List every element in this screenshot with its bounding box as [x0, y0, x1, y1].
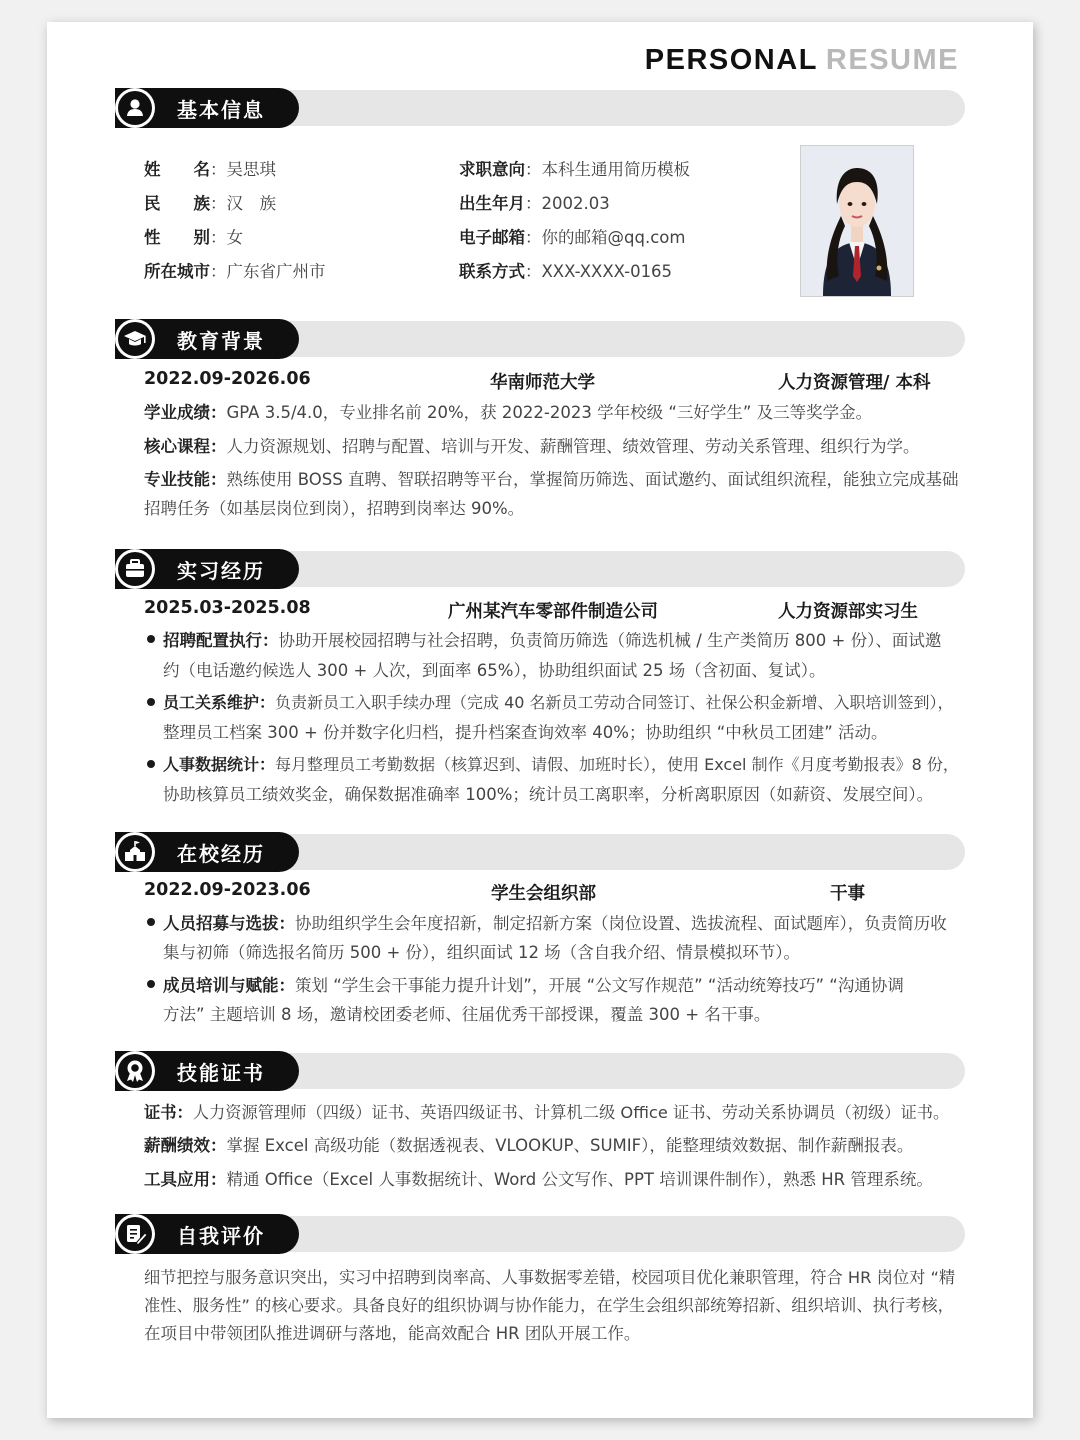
education-line-gpa: [144, 399, 872, 423]
info-email: [459, 224, 685, 248]
bullet-dot: [147, 918, 155, 926]
edit-document-icon: [115, 1214, 155, 1254]
info-label: 求职意向: [459, 160, 525, 179]
line-label: 证书：: [144, 1103, 193, 1122]
campus-bullet-training: [163, 972, 904, 996]
info-sep: ：: [210, 228, 227, 247]
school-building-icon: [115, 832, 155, 872]
info-label: 所在城市: [144, 262, 210, 281]
resume-brand-title: [645, 44, 959, 77]
education-line-skills-cont: 招聘任务（如基层岗位到岗），招聘到岗率达 90%。: [144, 499, 525, 518]
internship-bullet-data: [163, 752, 959, 775]
line-label: 核心课程：: [144, 437, 227, 456]
line-text: 人力资源管理师（四级）证书、英语四级证书、计算机二级 Office 证书、劳动关系协调员（初级）证书。: [192, 1103, 950, 1122]
section-title: 自我评价: [177, 1224, 265, 1248]
education-line-courses: [144, 433, 920, 457]
profile-photo: [800, 145, 914, 297]
line-label: 专业技能：: [144, 470, 227, 489]
info-sep: ：: [210, 160, 227, 179]
line-text: 人力资源规划、招聘与配置、培训与开发、薪酬管理、绩效管理、劳动关系管理、组织行为学。: [226, 437, 920, 456]
line-text: 负责新员工入职手续办理（完成 40 名新员工劳动合同签订、社保公积金新增、入职培训签到），: [275, 693, 954, 712]
line-text: 协助开展校园招聘与社会招聘，负责简历筛选（筛选机械 / 生产类简历 800 + 份）、面试邀: [278, 631, 942, 650]
section-title: 技能证书: [177, 1061, 265, 1085]
info-value: 你的邮箱@qq.com: [541, 228, 686, 247]
skills-line-payroll: [144, 1132, 913, 1156]
line-label: 员工关系维护：: [163, 693, 276, 712]
info-value: 女: [226, 228, 243, 247]
education-line-skills: [144, 466, 958, 490]
line-text: 掌握 Excel 高级功能（数据透视表、VLOOKUP、SUMIF），能整理绩效数据、制作薪酬报表。: [226, 1136, 914, 1155]
info-city: [144, 258, 326, 282]
section-header-skills: [115, 1051, 965, 1091]
education-school: 华南师范大学: [490, 373, 595, 393]
info-birth: [459, 190, 610, 214]
award-badge-icon: [115, 1051, 155, 1091]
skills-line-certs: [144, 1099, 949, 1123]
internship-bullet-data-cont: 协助核算员工绩效奖金，确保数据准确率 100%；统计员工离职率，分析离职原因（如薪资、发展空间）。: [163, 785, 934, 804]
bullet-dot: [147, 980, 155, 988]
bullet-dot: [147, 635, 155, 643]
section-title: 在校经历: [177, 842, 265, 866]
internship-bullet-recruit-cont: 约（电话邀约候选人 300 + 人次，到面率 65%），协助组织面试 25 场（含初面、复试）。: [163, 661, 826, 680]
info-label: 性 别: [144, 228, 210, 247]
resume-paper: [47, 22, 1033, 1418]
line-text: 精通 Office（Excel 人事数据统计、Word 公文写作、PPT 培训课件制作），熟悉 HR 管理系统。: [226, 1170, 933, 1189]
info-sep: ：: [525, 160, 542, 179]
internship-bullet-recruit: [163, 627, 941, 651]
info-job: [459, 156, 690, 180]
line-text: GPA 3.5/4.0，专业排名前 20%，获 2022-2023 学年校级 “三好学生” 及三等奖学金。: [226, 403, 873, 422]
info-label: 电子邮箱: [459, 228, 525, 247]
info-value: 汉 族: [226, 194, 276, 213]
internship-bullet-relations-cont: 整理员工档案 300 + 份并数字化归档，提升档案查询效率 40%；协助组织 “中秋员工团建” 活动。: [163, 723, 888, 742]
info-label: 联系方式: [459, 262, 525, 281]
section-header-campus: [115, 832, 965, 872]
info-sep: ：: [525, 194, 542, 213]
info-label: 姓 名: [144, 160, 210, 179]
info-sep: ：: [210, 262, 227, 281]
info-value: 广东省广州市: [226, 262, 326, 281]
internship-company: 广州某汽车零部件制造公司: [448, 602, 658, 622]
campus-date: 2022.09-2023.06: [144, 880, 311, 900]
internship-role: 人力资源部实习生: [778, 602, 918, 622]
line-label: 工具应用：: [144, 1170, 227, 1189]
line-label: 人事数据统计：: [163, 755, 276, 774]
education-date: 2022.09-2026.06: [144, 369, 311, 389]
skills-line-tools: [144, 1166, 933, 1190]
line-label: 成员培训与赋能：: [163, 976, 295, 995]
info-ethnic: [144, 190, 276, 214]
section-header-education: [115, 319, 965, 359]
campus-bullet-training-cont: 方法” 主题培训 8 场，邀请校团委老师、往届优秀干部授课，覆盖 300 + 名干事。: [163, 1005, 771, 1024]
campus-bullet-recruit-cont: 集与初筛（筛选报名简历 500 + 份），组织面试 12 场（含自我介绍、情景模拟环节）。: [163, 943, 801, 962]
line-text: 每月整理员工考勤数据（核算迟到、请假、加班时长），使用 Excel 制作《月度考勤报表》8 份，: [275, 755, 959, 774]
education-major: 人力资源管理/ 本科: [778, 373, 931, 393]
self-evaluation-line: 在项目中带领团队推进调研与落地，能高效配合 HR 团队开展工作。: [144, 1324, 641, 1343]
person-icon: [115, 88, 155, 128]
bullet-dot: [147, 760, 155, 768]
section-title: 教育背景: [177, 329, 265, 353]
internship-bullet-relations: [163, 690, 954, 713]
section-title: 基本信息: [177, 98, 265, 122]
internship-date: 2025.03-2025.08: [144, 598, 311, 618]
info-phone: [459, 258, 672, 282]
section-title: 实习经历: [177, 559, 265, 583]
line-label: 招聘配置执行：: [163, 631, 279, 650]
section-header-basic: [115, 88, 965, 128]
info-label: 出生年月: [459, 194, 525, 213]
briefcase-icon: [115, 549, 155, 589]
line-label: 薪酬绩效：: [144, 1136, 227, 1155]
info-value: 吴思琪: [226, 160, 276, 179]
line-label: 人员招募与选拔：: [163, 914, 295, 933]
line-text: 协助组织学生会年度招新，制定招新方案（岗位设置、选拔流程、面试题库），负责简历收: [295, 914, 947, 933]
self-evaluation-line: 准性、服务性” 的核心要求。具备良好的组织协调与协作能力，在学生会组织部统筹招新、组织培训、执行考核，: [144, 1296, 954, 1315]
self-evaluation-line: 细节把控与服务意识突出，实习中招聘到岗率高、人事数据零差错，校园项目优化兼职管理，符合 HR 岗位对 “精: [144, 1268, 956, 1287]
info-sep: ：: [210, 194, 227, 213]
info-sep: ：: [525, 228, 542, 247]
info-value: 2002.03: [541, 194, 610, 213]
brand-word-personal: PERSONAL: [644, 44, 818, 76]
section-header-internship: [115, 549, 965, 589]
info-value: XXX-XXXX-0165: [541, 262, 673, 281]
campus-org: 学生会组织部: [491, 884, 596, 904]
campus-bullet-recruit: [163, 910, 947, 934]
brand-word-resume: RESUME: [825, 44, 959, 76]
line-text: 策划 “学生会干事能力提升计划”，开展 “公文写作规范” “活动统筹技巧” “沟通协调: [295, 976, 904, 995]
graduation-cap-icon: [115, 319, 155, 359]
section-header-self: [115, 1214, 965, 1254]
info-name: [144, 156, 276, 180]
info-value: 本科生通用简历模板: [541, 160, 690, 179]
campus-role: 干事: [830, 884, 865, 904]
bullet-dot: [147, 698, 155, 706]
info-gender: [144, 224, 243, 248]
line-text: 熟练使用 BOSS 直聘、智联招聘等平台，掌握简历筛选、面试邀约、面试组织流程，能独立完成基础: [226, 470, 959, 489]
info-label: 民 族: [144, 194, 210, 213]
line-label: 学业成绩：: [144, 403, 227, 422]
info-sep: ：: [525, 262, 542, 281]
